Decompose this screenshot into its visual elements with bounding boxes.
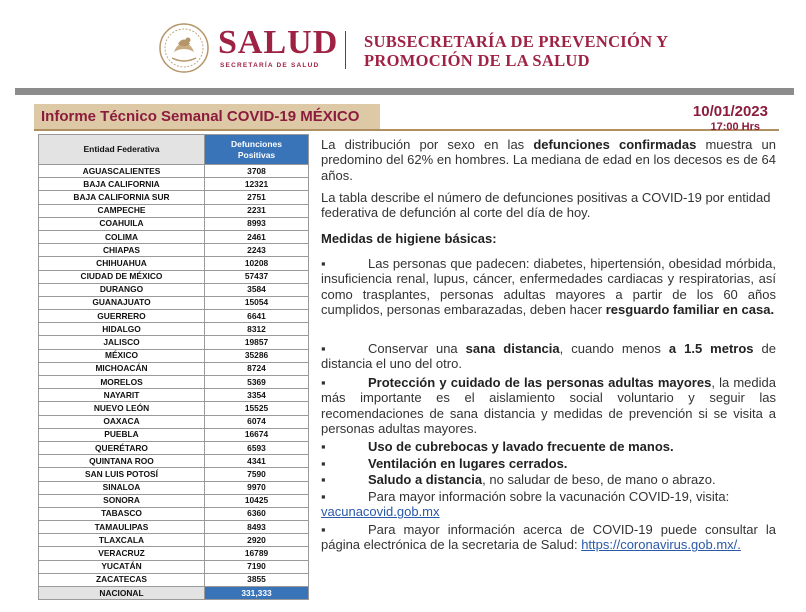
entity-cell: TLAXCALA (39, 534, 205, 547)
table-row (39, 165, 309, 178)
entity-cell: MORELOS (39, 376, 205, 389)
bullet-icon: ▪ (321, 472, 326, 487)
table-row (39, 257, 309, 270)
entity-cell: NUEVO LEÓN (39, 402, 205, 415)
entity-cell: SINALOA (39, 481, 205, 494)
bullet-icon: ▪ (321, 256, 326, 271)
table-row (39, 310, 309, 323)
entity-cell: TAMAULIPAS (39, 521, 205, 534)
bullet-icon: ▪ (321, 522, 326, 537)
deaths-table (38, 134, 309, 600)
table-row (39, 547, 309, 560)
entity-cell: DURANGO (39, 283, 205, 296)
entity-cell: CHIAPAS (39, 244, 205, 257)
table-row (39, 428, 309, 441)
entity-cell: QUINTANA ROO (39, 455, 205, 468)
entity-cell: COAHUILA (39, 217, 205, 230)
entity-cell: QUERÉTARO (39, 441, 205, 454)
report-time: 17:00 Hrs (710, 121, 760, 133)
deaths-cell: 7190 (205, 560, 309, 573)
deaths-cell: 10208 (205, 257, 309, 270)
table-row (39, 270, 309, 283)
deaths-cell: 2751 (205, 191, 309, 204)
report-title: Informe Técnico Semanal COVID-19 MÉXICO (41, 108, 360, 125)
subsecretaria-line-2: PROMOCIÓN DE LA SALUD (364, 51, 590, 70)
national-seal-icon (158, 22, 210, 74)
bullet-ventilation-bold: Ventilación en lugares cerrados. (368, 456, 568, 471)
bullet-elderly (321, 375, 776, 437)
bullet-distance-text-e: de distancia el uno del otro. (321, 341, 776, 372)
table-row (39, 455, 309, 468)
deaths-cell: 15525 (205, 402, 309, 415)
entity-cell: HIDALGO (39, 323, 205, 336)
deaths-cell: 2243 (205, 244, 309, 257)
bullet-greeting (321, 472, 776, 487)
bullet-vaccination-text: Para mayor información sobre la vacunación COVID-19, visita: (368, 489, 730, 504)
bullet-distance-bold-d: a 1.5 metros (668, 341, 754, 356)
entity-cell: ZACATECAS (39, 573, 205, 586)
table-row (39, 481, 309, 494)
coronavirus-link[interactable]: https://coronavirus.gob.mx/. (581, 537, 741, 553)
table-row (39, 389, 309, 402)
table-row (39, 441, 309, 454)
subsecretaria-title (364, 32, 668, 70)
sex-distribution-paragraph (321, 137, 776, 183)
bullet-greeting-text: , no saludar de beso, de mano o abrazo. (482, 472, 716, 487)
entity-cell: CAMPECHE (39, 204, 205, 217)
bullet-masks-bold: Uso de cubrebocas y lavado frecuente de manos. (368, 439, 674, 454)
bullet-vaccination (321, 489, 776, 520)
deaths-cell: 8724 (205, 362, 309, 375)
deaths-cell: 35286 (205, 349, 309, 362)
deaths-cell: 6641 (205, 310, 309, 323)
table-row (39, 283, 309, 296)
entity-cell: TABASCO (39, 507, 205, 520)
bullet-icon: ▪ (321, 375, 326, 390)
table-row (39, 468, 309, 481)
deaths-cell: 8312 (205, 323, 309, 336)
bullet-icon: ▪ (321, 341, 326, 356)
bullet-icon: ▪ (321, 456, 326, 471)
column-header-deaths-line-1: Defunciones (230, 138, 282, 149)
bullet-elderly-text: , la medida más importante es el aislamiento social voluntario y seguir las recomendaciones de sana distancia y medidas de prevención si se visita a personas adultas mayores. (321, 375, 776, 437)
title-underline (34, 129, 779, 131)
bullet-masks (321, 439, 776, 454)
deaths-cell: 3354 (205, 389, 309, 402)
table-row (39, 534, 309, 547)
deaths-cell: 3584 (205, 283, 309, 296)
entity-cell: COLIMA (39, 230, 205, 243)
bullet-distance-text-a: Conservar una (368, 341, 466, 356)
table-row (39, 336, 309, 349)
deaths-cell: 6593 (205, 441, 309, 454)
entity-cell: VERACRUZ (39, 547, 205, 560)
deaths-cell: 10425 (205, 494, 309, 507)
bullet-distance-bold-a: sana distancia (465, 341, 560, 356)
entity-cell: YUCATÁN (39, 560, 205, 573)
p1-text-c: muestra un predomino del 62% en hombres. La mediana de edad en los decesos es de 64 años. (321, 137, 776, 183)
bullet-greeting-bold: Saludo a distancia (368, 472, 483, 487)
table-body (39, 165, 309, 600)
report-date: 10/01/2023 (692, 103, 768, 120)
deaths-cell: 2231 (205, 204, 309, 217)
entity-cell: BAJA CALIFORNIA SUR (39, 191, 205, 204)
bullet-distance (321, 341, 776, 372)
deaths-cell: 2461 (205, 230, 309, 243)
deaths-cell: 19857 (205, 336, 309, 349)
table-row (39, 494, 309, 507)
entity-cell: AGUASCALIENTES (39, 165, 205, 178)
total-label-cell: NACIONAL (39, 587, 205, 600)
deaths-cell: 2920 (205, 534, 309, 547)
table-total-row (39, 587, 309, 600)
entity-cell: BAJA CALIFORNIA (39, 178, 205, 191)
deaths-cell: 6360 (205, 507, 309, 520)
table-row (39, 507, 309, 520)
hygiene-heading-text: Medidas de higiene básicas: (321, 231, 497, 246)
table-row (39, 323, 309, 336)
page-header (0, 0, 806, 86)
column-header-deaths (205, 135, 309, 165)
hygiene-heading (321, 231, 776, 246)
deaths-cell: 9970 (205, 481, 309, 494)
bullet-icon: ▪ (321, 489, 326, 504)
deaths-cell: 4341 (205, 455, 309, 468)
deaths-cell: 5369 (205, 376, 309, 389)
entity-cell: MICHOACÁN (39, 362, 205, 375)
total-value-cell: 331,333 (205, 587, 309, 600)
table-row (39, 204, 309, 217)
table-description-paragraph: La tabla describe el número de defunciones positivas a COVID-19 por entidad federativa de defunción al corte del día de hoy. (321, 190, 771, 221)
table-row (39, 415, 309, 428)
table-row (39, 296, 309, 309)
bullet-ventilation (321, 456, 776, 471)
bullet-vulnerable-text: Las personas que padecen: diabetes, hipertensión, obesidad mórbida, insuficiencia renal, lupus, cáncer, enfermedades cardiacas y respiratorias, así como trasplantes, personas adultas mayores a partir de los 60 años cumplidos, personas embarazadas, deben hacer (321, 256, 776, 318)
deaths-cell: 16674 (205, 428, 309, 441)
table-row (39, 362, 309, 375)
table-row (39, 244, 309, 257)
bullet-vulnerable (321, 256, 776, 318)
bullet-vulnerable-bold: resguardo familiar en casa. (605, 302, 775, 318)
entity-cell: GUERRERO (39, 310, 205, 323)
table-row (39, 521, 309, 534)
table-row (39, 178, 309, 191)
subsecretaria-line-1: SUBSECRETARÍA DE PREVENCIÓN Y (364, 32, 669, 51)
deaths-cell: 16789 (205, 547, 309, 560)
bullet-icon: ▪ (321, 439, 326, 454)
bullet-more-info-text: Para mayor información acerca de COVID-19 puede consultar la página electrónica de la secretaria de Salud: (321, 522, 776, 553)
bullet-more-info (321, 522, 776, 553)
deaths-cell: 3855 (205, 573, 309, 586)
deaths-cell: 15054 (205, 296, 309, 309)
entity-cell: CIUDAD DE MÉXICO (39, 270, 205, 283)
deaths-cell: 8493 (205, 521, 309, 534)
entity-cell: CHIHUAHUA (39, 257, 205, 270)
entity-cell: SAN LUIS POTOSÍ (39, 468, 205, 481)
p1-bold: defunciones confirmadas (533, 137, 697, 152)
header-rule (15, 88, 794, 95)
deaths-cell: 7590 (205, 468, 309, 481)
column-header-entity: Entidad Federativa (39, 135, 205, 165)
entity-cell: SONORA (39, 494, 205, 507)
table-row (39, 191, 309, 204)
p1-text-a: La distribución por sexo en las (321, 137, 534, 152)
entity-cell: JALISCO (39, 336, 205, 349)
table-row (39, 376, 309, 389)
table-row (39, 402, 309, 415)
deaths-cell: 57437 (205, 270, 309, 283)
deaths-cell: 6074 (205, 415, 309, 428)
entity-cell: OAXACA (39, 415, 205, 428)
header-divider (345, 31, 346, 69)
column-header-deaths-line-2: Positivas (237, 149, 276, 160)
entity-cell: GUANAJUATO (39, 296, 205, 309)
table-row (39, 217, 309, 230)
brand-wordmark: SALUD (218, 24, 339, 61)
entity-cell: MÉXICO (39, 349, 205, 362)
table-header-row (39, 135, 309, 165)
deaths-cell: 8993 (205, 217, 309, 230)
vacunacovid-link[interactable]: vacunacovid.gob.mx (321, 504, 440, 520)
table-row (39, 349, 309, 362)
deaths-cell: 3708 (205, 165, 309, 178)
bullet-elderly-bold: Protección y cuidado de las personas adultas mayores (368, 375, 712, 390)
table-row (39, 573, 309, 586)
deaths-cell: 12321 (205, 178, 309, 191)
entity-cell: NAYARIT (39, 389, 205, 402)
table-row (39, 230, 309, 243)
brand-subtitle: SECRETARÍA DE SALUD (220, 62, 320, 69)
entity-cell: PUEBLA (39, 428, 205, 441)
bullet-distance-text-c: , cuando menos (559, 341, 669, 356)
table-row (39, 560, 309, 573)
